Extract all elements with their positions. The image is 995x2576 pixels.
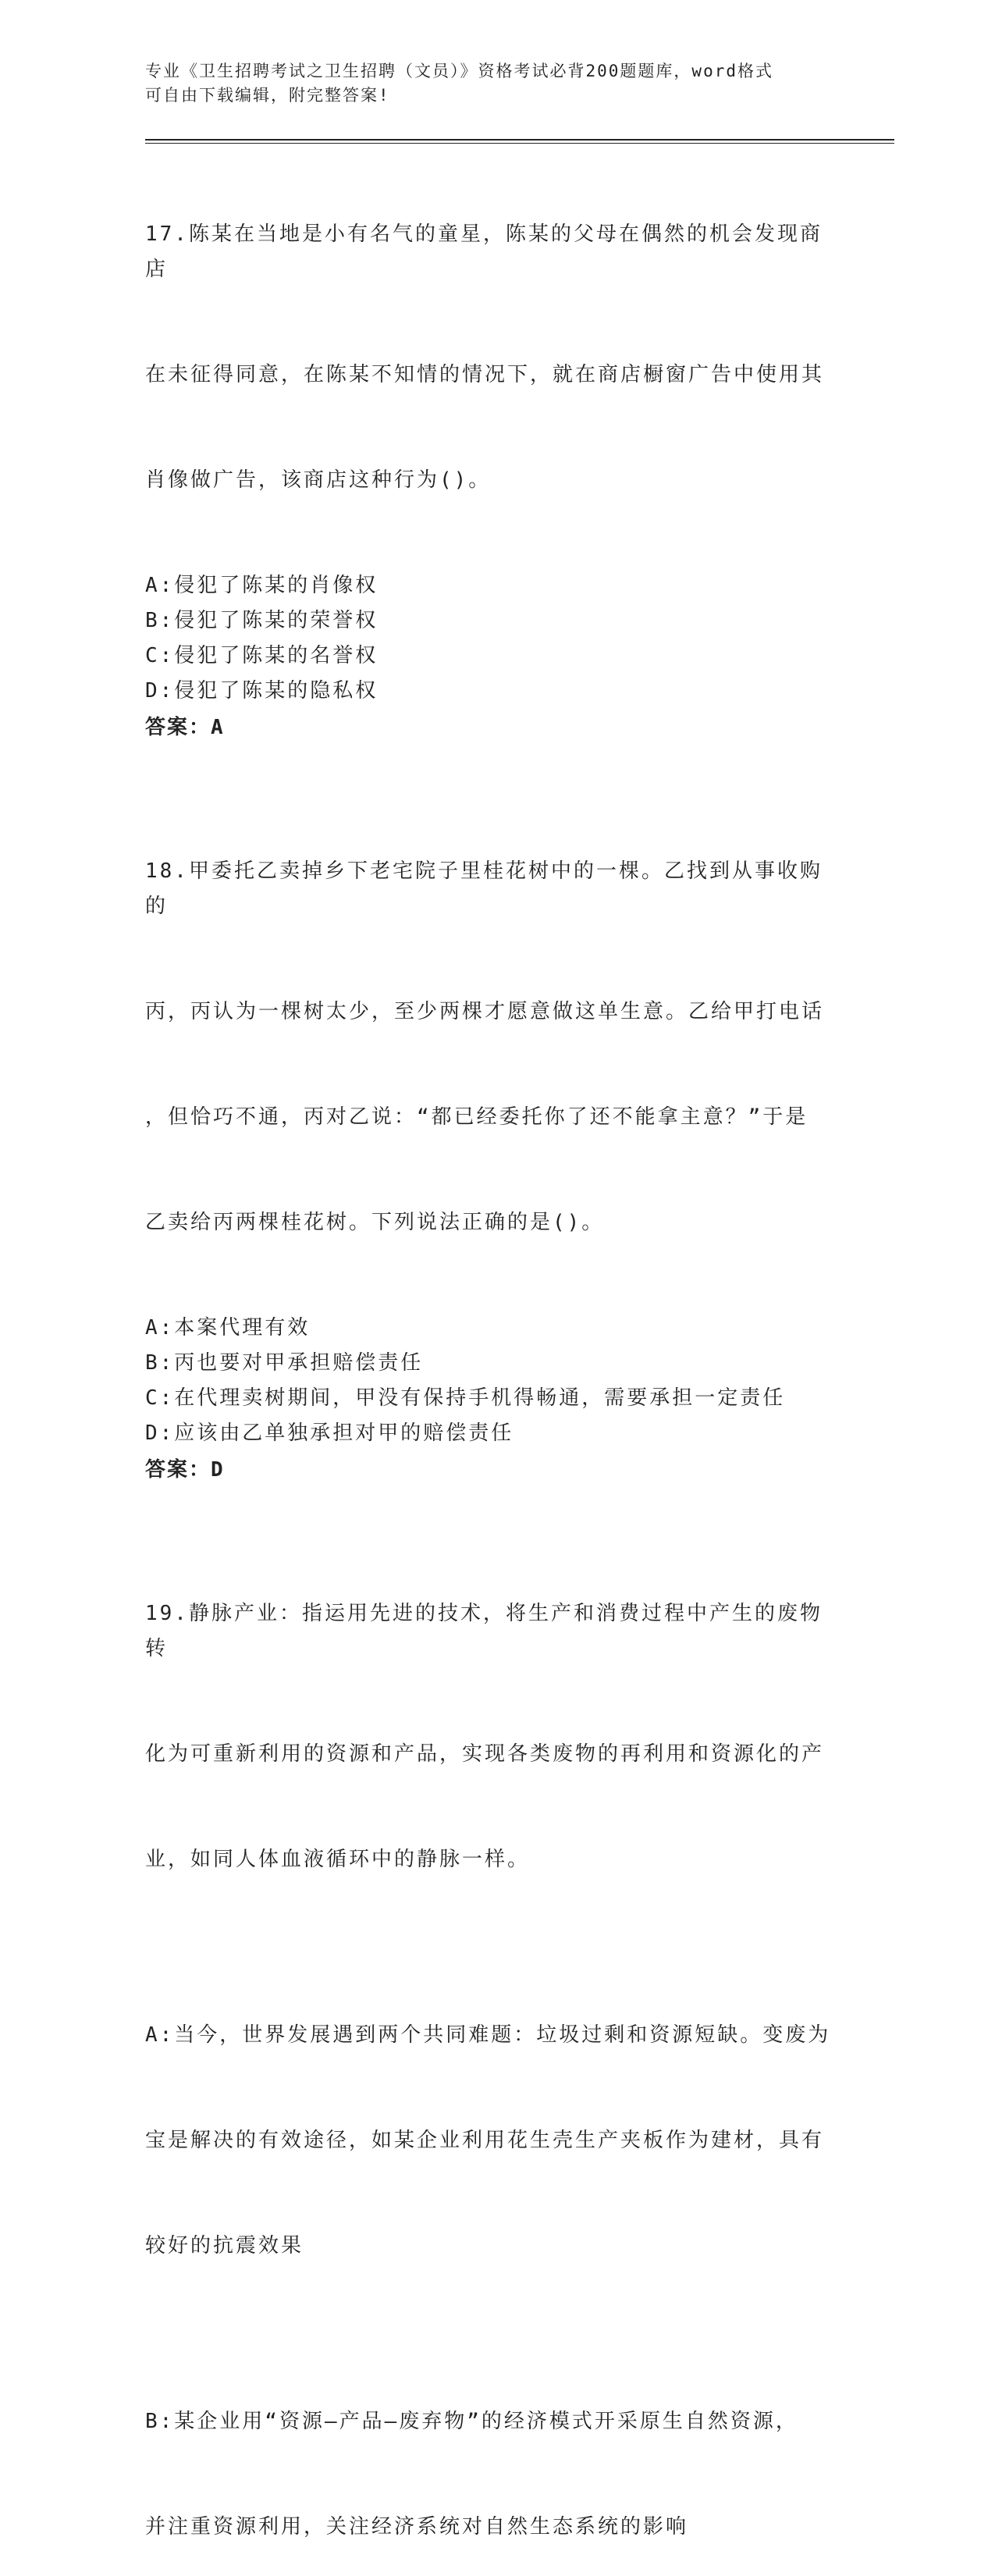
stem-line: 业，如同人体血液循环中的静脉一样。 [145,1848,531,1871]
stem-line: 18.甲委托乙卖掉乡下老宅院子里桂花树中的一棵。乙找到从事收购的 [145,859,823,918]
header-divider-thick [145,139,894,141]
question-stem [145,1526,832,1948]
answer-label: 答案：A [145,716,225,739]
answer-label: 答案：D [145,1458,225,1482]
stem-line: 19.静脉产业：指运用先进的技术，将生产和消费过程中产生的废物转 [145,1602,823,1660]
header-line-1: 专业《卫生招聘考试之卫生招聘（文员）》资格考试必背200题题库，word格式 [145,62,773,80]
question-19 [145,1526,832,2576]
option-a [145,1948,832,2334]
option-b [145,2334,832,2576]
document-header [145,59,832,108]
option-a: A:本案代理有效 [145,1316,311,1340]
stem-line: 丙，丙认为一棵树太少，至少两棵才愿意做这单生意。乙给甲打电话 [145,1000,825,1023]
option-b: B:丙也要对甲承担赔偿责任 [145,1351,424,1375]
question-17 [145,147,832,746]
stem-line: 17.陈某在当地是小有名气的童星，陈某的父母在偶然的机会发现商店 [145,222,823,281]
option-line: B:某企业用“资源—产品—废弃物”的经济模式开采原生自然资源， [145,2410,798,2433]
question-list [145,147,832,2576]
option-b: B:侵犯了陈某的荣誉权 [145,609,378,632]
option-line: 并注重资源利用，关注经济系统对自然生态系统的影响 [145,2515,689,2539]
question-stem [145,784,832,1311]
option-line: A:当今，世界发展遇到两个共同难题：垃圾过剩和资源短缺。变废为 [145,2023,831,2047]
question-stem [145,147,832,568]
header-line-2: 可自由下载编辑，附完整答案! [145,86,390,105]
stem-line: 乙卖给丙两棵桂花树。下列说法正确的是()。 [145,1211,605,1234]
option-c: C:侵犯了陈某的名誉权 [145,644,378,667]
option-d: D:侵犯了陈某的隐私权 [145,679,378,703]
question-18 [145,784,832,1489]
option-line: 宝是解决的有效途径，如某企业利用花生壳生产夹板作为建材，具有 [145,2129,825,2152]
stem-line: 肖像做广告，该商店这种行为()。 [145,468,492,492]
option-a: A:侵犯了陈某的肖像权 [145,574,378,597]
header-divider-thin [145,143,894,144]
option-d: D:应该由乙单独承担对甲的赔偿责任 [145,1421,514,1445]
option-c: C:在代理卖树期间，甲没有保持手机得畅通，需要承担一定责任 [145,1386,786,1410]
stem-line: ，但恰巧不通，丙对乙说：“都已经委托你了还不能拿主意？”于是 [145,1105,808,1129]
option-line: 较好的抗震效果 [145,2234,304,2258]
stem-line: 在未征得同意，在陈某不知情的情况下，就在商店橱窗广告中使用其 [145,363,825,386]
stem-line: 化为可重新利用的资源和产品，实现各类废物的再利用和资源化的产 [145,1742,825,1766]
